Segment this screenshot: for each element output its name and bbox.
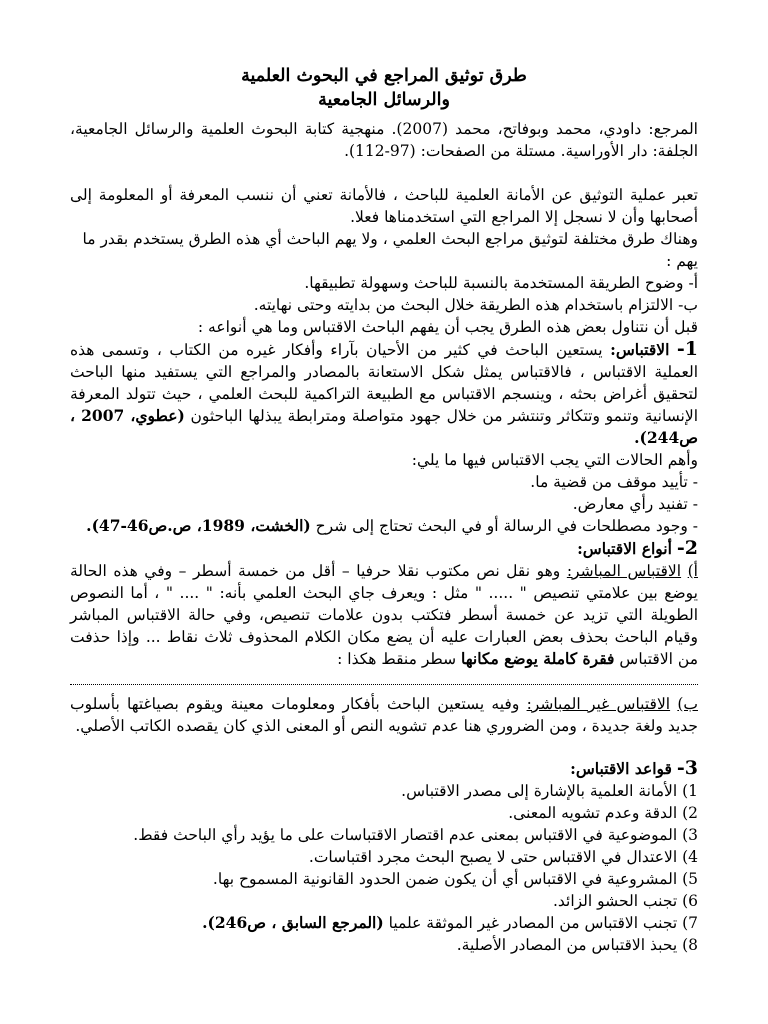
list-item: 5) المشروعية في الاقتباس أي أن يكون ضمن الحدود القانونية المسموح بها. (212, 870, 698, 888)
rules-list (70, 780, 698, 956)
indirect-quote-heading: الاقتباس غير المباشر: (526, 695, 671, 713)
section-3-title: قواعد الاقتباس: (570, 759, 672, 778)
case-3 (70, 515, 698, 537)
section-1-paragraph (70, 338, 698, 449)
indirect-quote-label: ب) (677, 695, 698, 713)
list-item (70, 912, 698, 934)
cases-intro: وأهم الحالات التي يجب الاقتباس فيها ما يلي: (411, 451, 698, 469)
dotted-line (70, 676, 698, 685)
list-item: 3) الموضوعية في الاقتباس بمعنى عدم اقتصار الاقتباسات على ما يؤيد رأي الباحث فقط. (133, 826, 698, 844)
reference-line: المرجع: داودي، محمد وبوفاتح، محمد (2007). منهجية كتابة البحوث العلمية والرسائل الجامعية، الجلفة: دار الأوراسية. مستلة من الصفحات: (97-112). (70, 120, 698, 160)
section-2-title: أنواع الاقتباس: (577, 539, 672, 558)
section-3-heading (70, 757, 698, 780)
section-1-body: يستعين الباحث في كثير من الأحيان بآراء وأفكار غيره من الكتاب ، وتسمى هذه العملية الاقتباس ، فالاقتباس يمثل شكل الاستعانة بالمصادر والمراجع التي يستفيد منها الباحث لتحقيق أغراض بحثه ، وينسجم الاقتباس مع الطبيعة التراكمية للبحث العلمي ، حيث تتولد المعرفة الإنسانية وتنمو وتتكاثر وتنتشر من خلال جهود متواصلة ومترابطة يبذلها الباحثون (70, 341, 699, 425)
list-item: 8) يحبذ الاقتباس من المصادر الأصلية. (456, 936, 698, 954)
section-3-number: 3- (676, 757, 698, 779)
section-1-number: 1- (676, 338, 698, 360)
intro-point-b: ب- الالتزام باستخدام هذه الطريقة خلال البحث من بدايته وحتى نهايته. (253, 296, 698, 314)
document-title (70, 64, 698, 112)
document-page (70, 64, 698, 956)
section-2-heading (70, 537, 698, 560)
direct-quote-label: أ) (687, 562, 698, 580)
section-2-number: 2- (676, 537, 698, 559)
intro-paragraph-3: قبل أن نتناول بعض هذه الطرق يجب أن يفهم الباحث الاقتباس وما هي أنواعه : (197, 318, 698, 336)
intro-paragraph-2: وهناك طرق مختلفة لتوثيق مراجع البحث العلمي ، ولا يهم الباحث أي هذه الطرق يستخدم بقدر ما يهم : (82, 230, 698, 270)
section-1-heading: الاقتباس: (610, 340, 670, 359)
list-item: 1) الأمانة العلمية بالإشارة إلى مصدر الاقتباس. (401, 782, 698, 800)
direct-quote-body-2: سطر منقط هكذا : (337, 650, 462, 668)
intro-point-a: أ- وضوح الطريقة المستخدمة بالنسبة للباحث وسهولة تطبيقها. (304, 274, 698, 292)
case-1: - تأييد موقف من قضية ما. (530, 473, 698, 491)
list-item: 4) الاعتدال في الاقتباس حتى لا يصبح البحث مجرد اقتباسات. (308, 848, 698, 866)
direct-quote-heading: الاقتباس المباشر: (566, 562, 682, 580)
list-item: 2) الدقة وعدم تشويه المعنى. (508, 804, 698, 822)
direct-quote-body-1: وهو نقل نص مكتوب نقلا حرفيا – أقل من خمسة أسطر – وفي هذه الحالة يوضع بين علامتي تنصيص " ..... " مثل : ويعرف جاي البحث العلمي بأنه: " .... " ، أما النصوص الطويلة التي تزيد عن خمسة أسطر فتكتب بدون علامات تنصيص، وفي حالة الاقتباس المباشر وقيام الباحث بحذف بعض العبارات عليه أن يضع مكان الكلام المحذوف ثلاث نقاط ... وإذا حذفت من الاقتباس (70, 562, 698, 668)
direct-quote-body-bold: فقرة كاملة يوضع مكانها (461, 649, 615, 668)
case-3-text: - وجود مصطلحات في الرسالة أو في البحث تحتاج إلى شرح (310, 517, 698, 535)
case-3-citation: (الخشت، 1989، ص.ص46-47). (86, 516, 311, 535)
indirect-quote-paragraph (70, 693, 698, 737)
title-line-2: والرسائل الجامعية (318, 90, 450, 110)
case-2: - تفنيد رأي معارض. (572, 495, 698, 513)
indirect-quote-body: وفيه يستعين الباحث بأفكار ومعلومات معينة ويقوم بصياغتها بأسلوب جديد ولغة جديدة ، ومن الضروري هنا عدم تشويه النص أو المعنى الذي كان يقصده الكاتب الأصلي. (70, 695, 698, 735)
section-1-citation: (عطوي، 2007 ، ص244). (70, 406, 698, 447)
direct-quote-paragraph (70, 560, 698, 670)
rule-7-text: 7) تجنب الاقتباس من المصادر غير الموثقة علميا (383, 914, 698, 932)
intro-paragraph-1: تعبر عملية التوثيق عن الأمانة العلمية للباحث ، فالأمانة تعني أن ننسب المعرفة أو المعلومة إلى أصحابها وأن لا نسجل إلا المراجع التي استخدمناها فعلا. (70, 186, 698, 226)
list-item: 6) تجنب الحشو الزائد. (552, 892, 698, 910)
rule-7-citation: (المرجع السابق ، ص246). (202, 913, 384, 932)
title-line-1: طرق توثيق المراجع في البحوث العلمية (241, 66, 527, 86)
